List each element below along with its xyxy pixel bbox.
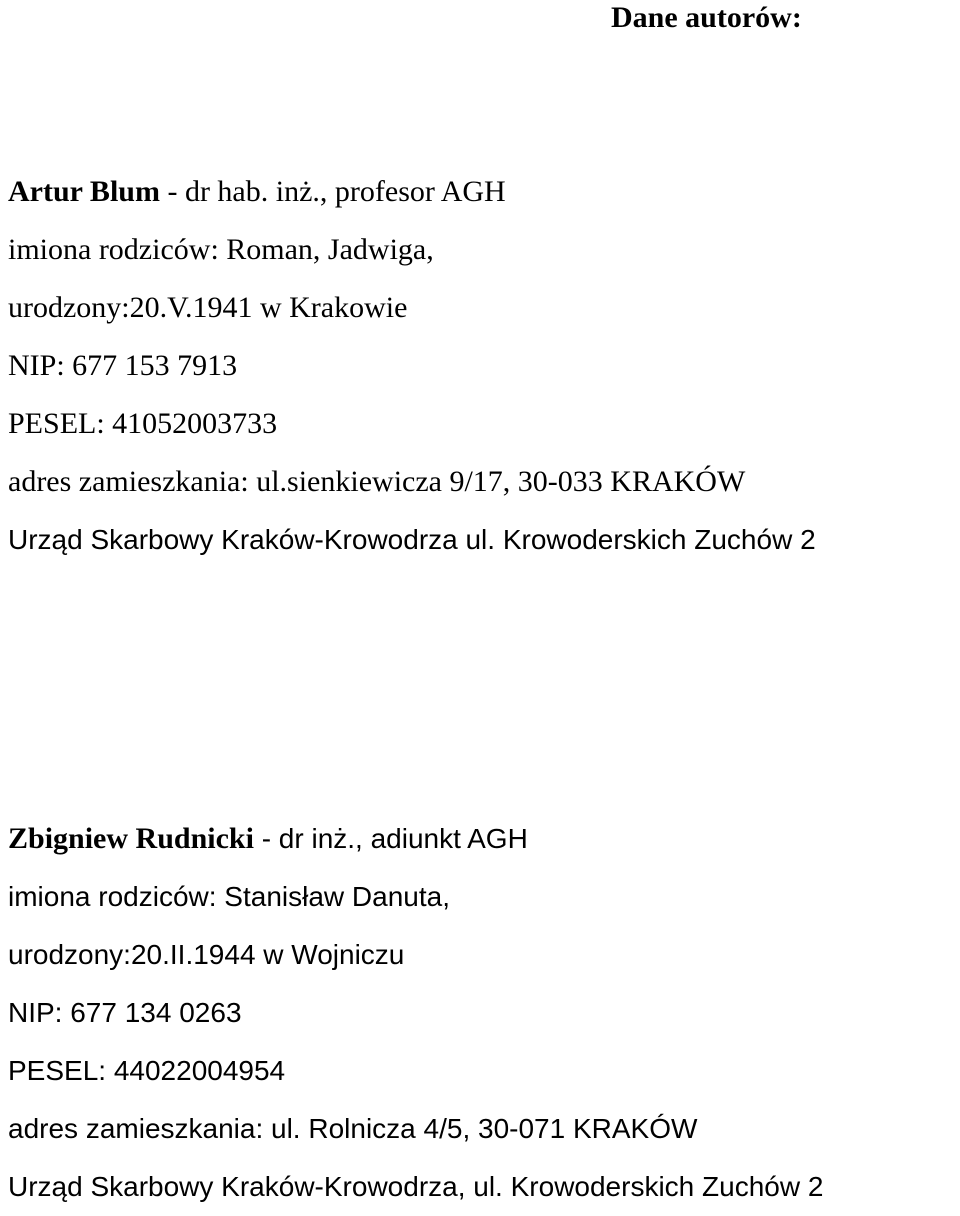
author-birth: urodzony:20.II.1944 w Wojniczu: [8, 939, 405, 970]
author-name: Zbigniew Rudnicki: [8, 822, 254, 855]
author-title: - dr hab. inż., profesor AGH: [159, 175, 506, 208]
author-birth: urodzony:20.V.1941 w Krakowie: [8, 291, 408, 324]
author-block-rudnicki: [8, 810, 823, 1216]
author-address-prefix: adres zamieszkania: ul.: [8, 465, 288, 498]
author-pesel: PESEL: 41052003733: [8, 407, 278, 440]
author-address-line: [8, 453, 816, 511]
author-nip: NIP: 677 153 7913: [8, 349, 238, 382]
author-address-rest: sienkiewicza 9/17, 30-033 KRAKÓW: [287, 465, 746, 498]
author-address: adres zamieszkania: ul. Rolnicza 4/5, 30-071 KRAKÓW: [8, 1113, 698, 1144]
author-tax-office: Urząd Skarbowy Kraków-Krowodrza ul. Krowoderskich Zuchów 2: [8, 524, 816, 555]
author-parents: imiona rodziców: Roman, Jadwiga,: [8, 233, 434, 266]
author-name: Artur Blum: [8, 175, 160, 208]
author-title-line: [8, 810, 823, 868]
author-tax-office: Urząd Skarbowy Kraków-Krowodrza, ul. Krowoderskich Zuchów 2: [8, 1171, 824, 1202]
author-pesel: PESEL: 44022004954: [8, 1055, 286, 1086]
author-block-blum: [8, 163, 816, 569]
author-nip: NIP: 677 134 0263: [8, 997, 242, 1028]
author-parents: imiona rodziców: Stanisław Danuta,: [8, 881, 450, 912]
author-title-line: [8, 163, 816, 221]
author-title: - dr inż., adiunkt AGH: [253, 823, 528, 854]
document-heading: Dane autorów:: [611, 1, 802, 34]
